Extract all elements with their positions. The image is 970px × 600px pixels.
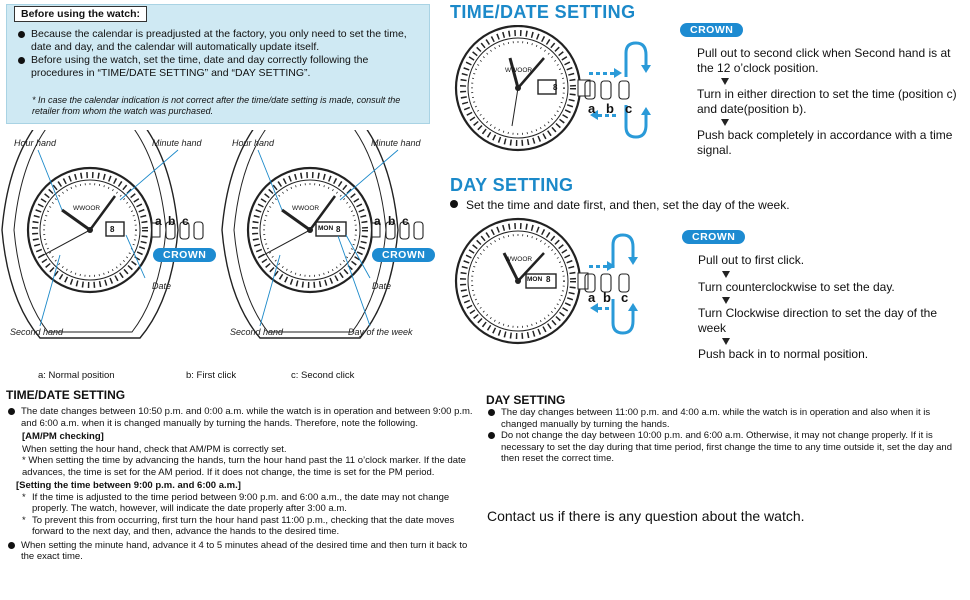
time-date-step-1: Pull out to second click when Second hand is at the 12 o’clock position. bbox=[697, 46, 951, 75]
label-minute-hand-a: Minute hand bbox=[152, 138, 202, 148]
label-date-b: Date bbox=[372, 281, 392, 291]
brand-logo-b: WWOOR bbox=[292, 205, 320, 212]
bottom-day-heading: DAY SETTING bbox=[486, 393, 566, 407]
pos-b-label-td: b bbox=[606, 101, 614, 116]
day-bullet-1: The day changes between 11:00 p.m. and 4:00 a.m. while the watch is in operation and also when it is changed manually by turning the hands. bbox=[486, 407, 964, 430]
set-item-1: * If the time is adjusted to the time period between 9:00 p.m. and 6:00 a.m., the date may not change properly. The watch, however, will indicate the date properly after 3:00 a.m. bbox=[22, 491, 450, 514]
date-window-c: 8 bbox=[553, 83, 558, 92]
pos-a-label-left: a bbox=[155, 214, 162, 228]
info-note: * In case the calendar indication is not correct after the time/date setting is made, consult the retailer from whom the watch was purchased. bbox=[32, 95, 401, 116]
pos-a-label-td: a bbox=[588, 101, 596, 116]
label-day-of-week: Day of the week bbox=[348, 327, 413, 337]
day-setting-intro-text: Set the time and date first, and then, set the day of the week. bbox=[466, 198, 790, 212]
label-date-a: Date bbox=[152, 281, 172, 291]
watch-diagram-a bbox=[2, 130, 178, 338]
arrow-down-icon bbox=[722, 297, 730, 304]
ampm-heading: [AM/PM checking] bbox=[22, 431, 104, 442]
day-window-d: MON bbox=[527, 276, 543, 283]
date-window-b: 8 bbox=[336, 225, 341, 234]
td-bullet-1: The date changes between 10:50 p.m. and 0:00 a.m. while the watch is in operation and between 9:00 p.m. and 6:00 a.m. when it is changed manually by turning the hands. Therefore, note the following. bbox=[6, 406, 476, 429]
set-item-2-text: To prevent this from occurring, first turn the hour hand past 11:00 p.m., checking that the date moves forward to the next day, and then, advance the hands to the desired time. bbox=[32, 514, 455, 537]
label-minute-hand-b: Minute hand bbox=[371, 138, 421, 148]
time-date-setting-heading: TIME/DATE SETTING bbox=[450, 2, 636, 22]
bottom-day-body bbox=[486, 407, 964, 465]
pos-b-label-right: b bbox=[388, 214, 396, 228]
label-hour-hand-a: Hour hand bbox=[14, 138, 57, 148]
day-step-4: Push back in to normal position. bbox=[698, 347, 869, 361]
day-step-1: Pull out to first click. bbox=[698, 253, 805, 267]
info-bullet-1: Because the calendar is preadjusted at the factory, you only need to set the time, date and day, and the calendar will automatically update itself. bbox=[18, 28, 418, 53]
brand-logo-d: WWOOR bbox=[505, 256, 533, 263]
pos-c-label-left: c bbox=[182, 214, 189, 228]
time-date-step-2: Turn in either direction to set the time (position c) and date(position b). bbox=[697, 87, 957, 116]
bullet-icon bbox=[450, 200, 458, 208]
ampm-text-1: When setting the hour hand, check that AM/PM is correctly set. bbox=[22, 443, 287, 455]
crown-label-left: CROWN bbox=[153, 248, 216, 262]
pos-c-label-td: c bbox=[625, 101, 633, 116]
arrow-down-icon bbox=[722, 271, 730, 278]
crown-label-time-date: CROWN bbox=[680, 23, 743, 37]
time-date-steps bbox=[697, 46, 967, 157]
day-window-b: MON bbox=[318, 225, 334, 232]
pos-c-label-right: c bbox=[402, 214, 409, 228]
brand-logo-a: WWOOR bbox=[73, 205, 101, 212]
set-heading: [Setting the time between 9:00 p.m. and 6:00 a.m.] bbox=[16, 480, 241, 491]
arrow-down-icon bbox=[722, 338, 730, 345]
pos-c-label-day: c bbox=[621, 290, 629, 305]
day-setting-intro bbox=[450, 198, 790, 212]
bottom-time-date-body bbox=[6, 406, 476, 563]
td-bullet-2: When setting the minute hand, advance it 4 to 5 minutes ahead of the desired time and then turn it back to the exact time. bbox=[6, 540, 476, 563]
time-date-step-3: Push back completely in accordance with a time signal. bbox=[697, 128, 953, 157]
date-window-a: 8 bbox=[110, 225, 115, 234]
watch-diagram-b bbox=[222, 130, 398, 338]
bottom-time-date-heading: TIME/DATE SETTING bbox=[6, 388, 126, 402]
contact-note: Contact us if there is any question about the watch. bbox=[487, 508, 805, 524]
pos-b-label-left: b bbox=[168, 214, 176, 228]
crown-label-day: CROWN bbox=[682, 230, 745, 244]
pos-a-label-day: a bbox=[588, 290, 596, 305]
set-item-1-text: If the time is adjusted to the time period between 9:00 p.m. and 6:00 a.m., the date may not change properly. The watch, however, will indicate the date properly after 3:00 a.m. bbox=[32, 491, 450, 514]
day-step-3: Turn Clockwise direction to set the day of the week bbox=[698, 306, 938, 335]
arrow-down-icon bbox=[721, 119, 729, 126]
position-c-caption: c: Second click bbox=[291, 370, 355, 381]
day-step-2: Turn counterclockwise to set the day. bbox=[698, 279, 895, 294]
day-setting-diagram bbox=[448, 215, 658, 350]
day-setting-steps bbox=[698, 253, 963, 362]
label-second-hand-b: Second hand bbox=[230, 327, 284, 337]
day-bullet-2: Do not change the day between 10:00 p.m. and 6:00 a.m. Otherwise, it may not change properly. If it is necessary to set the day during that time period, first change the time to any time outside it, set the day and then reset the correct time. bbox=[486, 430, 964, 465]
info-bullets bbox=[18, 28, 418, 80]
arrow-down-icon bbox=[721, 78, 729, 85]
day-setting-heading: DAY SETTING bbox=[450, 175, 574, 195]
brand-logo-c: WWOOR bbox=[505, 67, 533, 74]
info-bullet-2: Before using the watch, set the time, date and day correctly following the procedures in “TIME/DATE SETTING” and “DAY SETTING”. bbox=[18, 54, 418, 79]
info-box-title: Before using the watch: bbox=[14, 6, 147, 22]
position-a-caption: a: Normal position bbox=[38, 370, 115, 381]
pos-a-label-right: a bbox=[374, 214, 381, 228]
ampm-text-2: * When setting the time by advancing the hands, turn the hour hand past the 11 o’clock marker. If the date advances, the time is set for the AM period. If it does not change, the time is set for the PM period. bbox=[22, 455, 466, 478]
date-window-d: 8 bbox=[546, 275, 551, 284]
label-second-hand-a: Second hand bbox=[10, 327, 64, 337]
set-item-2: * To prevent this from occurring, first turn the hour hand past 11:00 p.m., checking that the date moves forward to the next day, and then, advance the hands to the desired time. bbox=[22, 514, 455, 537]
pos-b-label-day: b bbox=[603, 290, 611, 305]
position-b-caption: b: First click bbox=[186, 370, 237, 381]
crown-label-right: CROWN bbox=[372, 248, 435, 262]
label-hour-hand-b: Hour hand bbox=[232, 138, 275, 148]
